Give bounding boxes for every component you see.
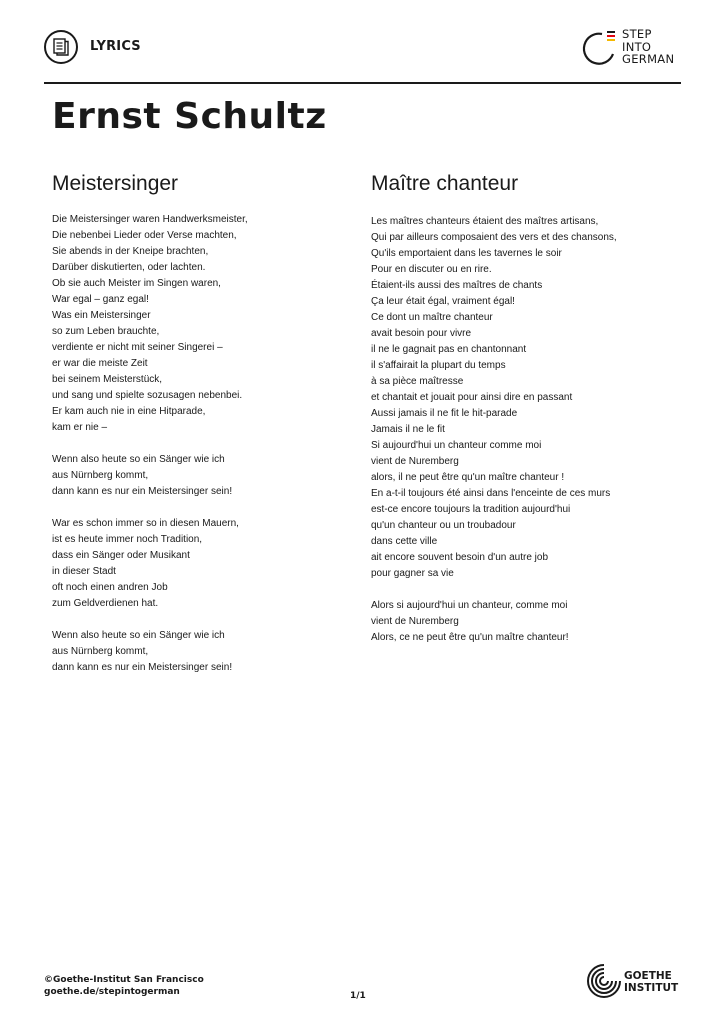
german-lyric-line <box>52 500 352 516</box>
german-lyric-line: Wenn also heute so ein Sänger wie ich <box>52 630 225 641</box>
french-lyric-line: à sa pièce maîtresse <box>371 376 464 387</box>
german-lyric-line: dass ein Sänger oder Musikant <box>52 550 190 561</box>
french-lyric-line: Qu'ils emportaient dans les tavernes le soir <box>371 248 562 259</box>
footer-credits <box>44 974 204 998</box>
german-lyric-line: Darüber diskutierten, oder lachten. <box>52 262 206 273</box>
french-lyric-line: et chantait et jouait pour ainsi dire en passant <box>371 392 573 403</box>
brand-line-2: INTO <box>622 39 652 54</box>
french-lyric-line: alors, il ne peut être qu'un maître chanteur ! <box>371 472 565 483</box>
french-lyric-line: vient de Nuremberg <box>371 456 459 467</box>
french-lyric-line: est-ce encore toujours la tradition aujourd'hui <box>371 504 571 515</box>
copyright-text: ©Goethe-Institut San Francisco <box>44 975 204 985</box>
french-lyric-line: qu'un chanteur ou un troubadour <box>371 520 516 531</box>
german-lyric-line: verdiente er nicht mit seiner Singerei – <box>52 342 223 353</box>
german-lyric-line: zum Geldverdienen hat. <box>52 598 159 609</box>
french-lyric-line: Étaient-ils aussi des maîtres de chants <box>371 280 543 291</box>
header-divider <box>44 82 681 84</box>
french-lyric-line: Jamais il ne le fit <box>371 424 445 435</box>
german-lyric-line <box>52 612 352 628</box>
german-lyric-line: dann kann es nur ein Meistersinger sein! <box>52 486 233 497</box>
french-lyric-line: dans cette ville <box>371 536 438 547</box>
german-lyric-line: so zum Leben brauchte, <box>52 326 160 337</box>
french-lyric-line: Ça leur était égal, vraiment égal! <box>371 296 515 307</box>
german-lyric-line: oft noch einen andren Job <box>52 582 168 593</box>
french-lyric-line: Alors si aujourd'hui un chanteur, comme moi <box>371 600 568 611</box>
german-lyric-line: Die nebenbei Lieder oder Verse machten, <box>52 230 237 241</box>
german-lyric-line: Die Meistersinger waren Handwerksmeister, <box>52 214 248 225</box>
german-lyric-line: er war die meiste Zeit <box>52 358 148 369</box>
french-lyric-line: vient de Nuremberg <box>371 616 459 627</box>
german-lyric-line: Wenn also heute so ein Sänger wie ich <box>52 454 225 465</box>
goethe-institut-logo <box>586 962 686 1002</box>
german-lyric-line: bei seinem Meisterstück, <box>52 374 163 385</box>
goethe-line-2: INSTITUT <box>624 982 679 994</box>
brand-line-3: GERMAN <box>622 52 675 66</box>
german-lyric-line: dann kann es nur ein Meistersinger sein! <box>52 662 233 673</box>
page-number: 1/1 <box>350 991 366 1001</box>
german-lyrics <box>52 212 352 676</box>
german-title: Meistersinger <box>52 172 179 195</box>
french-lyric-line <box>371 582 691 598</box>
footer-url[interactable]: goethe.de/stepintogerman <box>44 987 180 997</box>
brand-line-1: STEP <box>622 27 652 41</box>
french-lyric-line: Alors, ce ne peut être qu'un maître chanteur! <box>371 632 569 643</box>
french-lyric-line: Les maîtres chanteurs étaient des maîtres artisans, <box>371 216 599 227</box>
german-lyric-line: aus Nürnberg kommt, <box>52 470 149 481</box>
document-icon <box>44 30 78 64</box>
french-lyric-line: Pour en discuter ou en rire. <box>371 264 492 275</box>
german-lyric-line: Er kam auch nie in eine Hitparade, <box>52 406 206 417</box>
german-lyric-line: Was ein Meistersinger <box>52 310 151 321</box>
french-lyric-line: Si aujourd'hui un chanteur comme moi <box>371 440 542 451</box>
french-lyric-line: En a-t-il toujours été ainsi dans l'enceinte de ces murs <box>371 488 611 499</box>
german-lyric-line: War es schon immer so in diesen Mauern, <box>52 518 239 529</box>
german-lyrics-column <box>52 172 352 676</box>
german-lyric-line: und sang und spielte sozusagen nebenbei. <box>52 390 243 401</box>
german-lyric-line: aus Nürnberg kommt, <box>52 646 149 657</box>
step-into-german-logo <box>580 28 690 68</box>
section-label: LYRICS <box>90 39 141 54</box>
german-lyric-line: in dieser Stadt <box>52 566 116 577</box>
french-lyric-line: pour gagner sa vie <box>371 568 454 579</box>
german-lyric-line: kam er nie – <box>52 422 108 433</box>
french-lyric-line: Ce dont un maître chanteur <box>371 312 493 323</box>
german-lyric-line <box>52 436 352 452</box>
goethe-line-1: GOETHE <box>624 970 672 982</box>
french-lyric-line: ait encore souvent besoin d'un autre job <box>371 552 549 563</box>
german-lyric-line: Sie abends in der Kneipe brachten, <box>52 246 209 257</box>
french-lyric-line: il ne le gagnait pas en chantonnant <box>371 344 527 355</box>
german-lyric-line: Ob sie auch Meister im Singen waren, <box>52 278 221 289</box>
french-lyric-line: avait besoin pour vivre <box>371 328 472 339</box>
author-name: Ernst Schultz <box>52 96 327 137</box>
german-lyric-line: ist es heute immer noch Tradition, <box>52 534 203 545</box>
french-lyric-line: il s'affairait la plupart du temps <box>371 360 506 371</box>
french-lyric-line: Aussi jamais il ne fit le hit-parade <box>371 408 518 419</box>
french-lyric-line: Qui par ailleurs composaient des vers et des chansons, <box>371 232 617 243</box>
french-title: Maître chanteur <box>371 172 519 195</box>
french-lyrics-column <box>371 172 691 646</box>
german-lyric-line: War egal – ganz egal! <box>52 294 149 305</box>
french-lyrics <box>371 214 691 646</box>
